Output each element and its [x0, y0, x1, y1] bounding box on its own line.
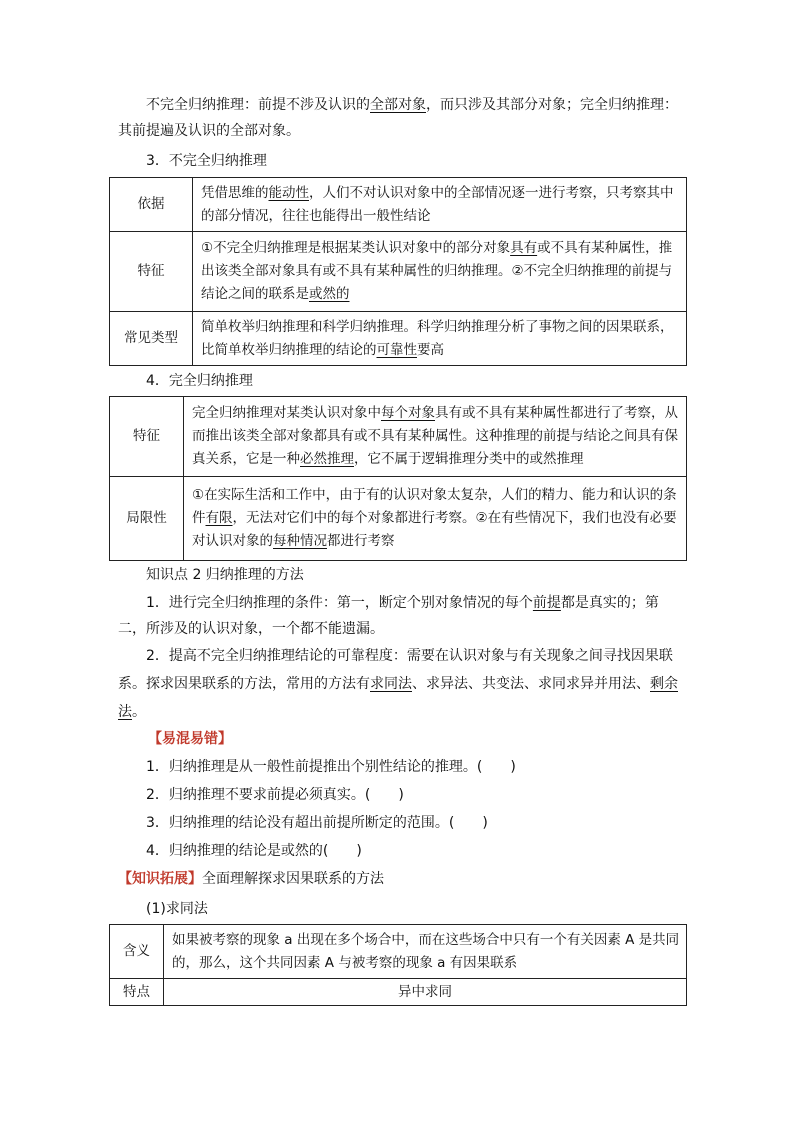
- cell-underlined: 能动性: [268, 184, 309, 201]
- table-row: [110, 979, 687, 1006]
- cell-text: 或不具有某种属性，推出该类全部对象具有或不具有某种属性的归纳推理。②不完全归纳推理的前提与结论之间的联系是: [201, 240, 673, 302]
- para-text: 2．提高不完全归纳推理结论的可靠程度：需要在认识对象与有关现象之间寻找因果联系。探求因果联系的方法，常用的方法有: [118, 648, 673, 692]
- cell-underlined: 有限: [205, 510, 233, 526]
- row-content: [193, 178, 687, 232]
- intro-underlined: 全部对象: [370, 97, 426, 113]
- extension-title: 全面理解探求因果联系的方法: [202, 871, 384, 887]
- cell-underlined: 每个对象: [381, 405, 435, 421]
- extension-heading: [118, 868, 384, 890]
- complete-induction-table: [109, 396, 687, 561]
- cell-text: 都进行考察: [327, 533, 395, 549]
- row-content: [184, 397, 687, 477]
- para-text: 1．进行完全归纳推理的条件：第一，断定个别对象情况的每个: [146, 595, 533, 611]
- row-label: 局限性: [110, 477, 184, 561]
- row-content: [193, 312, 687, 366]
- intro-paragraph: [118, 92, 686, 144]
- cell-text: ，它不属于逻辑推理分类中的或然推理: [354, 451, 584, 467]
- cell-underlined: 每种情况: [273, 533, 327, 549]
- cell-text: ，无法对它们中的每个对象都进行考察。②在有些情况下，我们也没有必要对认识对象的: [192, 510, 677, 549]
- knowledge2-paragraph-1: [118, 590, 686, 642]
- incomplete-induction-table: [109, 177, 687, 366]
- row-content: [193, 232, 687, 312]
- cell-text: 要高: [417, 341, 444, 358]
- errors-title: 【易混易错】: [148, 731, 232, 747]
- extension-tag: 【知识拓展】: [118, 871, 202, 887]
- table-row: [110, 312, 687, 366]
- para-underlined: 前提: [532, 595, 561, 611]
- table-row: [110, 477, 687, 561]
- para-underlined: 求同法: [370, 676, 412, 692]
- para-text: 。: [132, 704, 146, 720]
- error-item-4: 4．归纳推理的结论是或然的( ): [146, 843, 362, 859]
- table-row: [110, 178, 687, 232]
- cell-text: 凭借思维的: [201, 184, 269, 201]
- extension-subheading: (1)求同法: [146, 901, 208, 917]
- cell-underlined: 或然的: [309, 286, 350, 302]
- intro-text-1: 不完全归纳推理：前提不涉及认识的: [146, 97, 370, 113]
- para-text: 、求异法、共变法、求同求异并用法、: [412, 676, 650, 692]
- row-content: [184, 477, 687, 561]
- agreement-method-table: [109, 924, 687, 1006]
- cell-text: 完全归纳推理对某类认识对象中: [192, 405, 381, 421]
- knowledge2-heading: 知识点 2 归纳推理的方法: [146, 567, 304, 583]
- cell-underlined: 必然推理: [300, 451, 354, 467]
- row-label: 依据: [110, 178, 193, 232]
- table-row: [110, 397, 687, 477]
- para-text: 都是真实的；第二，所涉及的认识对象，一个都不能遗漏。: [118, 595, 659, 637]
- section4-heading: 4．完全归纳推理: [146, 373, 253, 389]
- row-label: 常见类型: [110, 312, 193, 366]
- error-item-1: 1．归纳推理是从一般性前提推出个别性结论的推理。( ): [146, 759, 516, 775]
- section3-heading: 3．不完全归纳推理: [146, 153, 267, 169]
- row-label: 含义: [110, 925, 164, 979]
- row-label: 特点: [110, 979, 164, 1006]
- error-item-2: 2．归纳推理不要求前提必须真实。( ): [146, 787, 404, 803]
- row-label: 特征: [110, 232, 193, 312]
- cell-underlined: 具有: [510, 240, 538, 256]
- intro-text-2: ，而只涉及其部分对象；完全归纳推理：其前提遍及认识的全部对象。: [118, 97, 678, 139]
- cell-text: ①不完全归纳推理是根据某类认识对象中的部分对象: [201, 240, 511, 256]
- cell-text: ，人们不对认识对象中的全部情况逐一进行考察，只考察其中的部分情况，往往也能得出一般性结论: [201, 184, 674, 224]
- row-label: 特征: [110, 397, 184, 477]
- cell-text: 具有或不具有某种属性都进行了考察，从而推出该类全部对象都具有或不具有某种属性。这种推理的前提与结论之间具有保真关系，它是一种: [192, 405, 678, 467]
- error-item-3: 3．归纳推理的结论没有超出前提所断定的范围。( ): [146, 815, 488, 831]
- cell-text: ①在实际生活和工作中，由于有的认识对象太复杂，人们的精力、能力和认识的条件: [192, 487, 677, 526]
- row-content: 如果被考察的现象 a 出现在多个场合中，而在这些场合中只有一个有关因素 A 是共同的，那么，这个共同因素 A 与被考察的现象 a 有因果联系: [164, 925, 687, 979]
- row-content: 异中求同: [164, 979, 687, 1006]
- para-underlined: 剩余法: [118, 676, 678, 720]
- table-row: [110, 232, 687, 312]
- knowledge2-paragraph-2: [118, 642, 686, 726]
- cell-underlined: 可靠性: [376, 341, 417, 358]
- cell-text: 简单枚举归纳推理和科学归纳推理。科学归纳推理分析了事物之间的因果联系，比简单枚举归纳推理的结论的: [201, 318, 674, 358]
- table-row: [110, 925, 687, 979]
